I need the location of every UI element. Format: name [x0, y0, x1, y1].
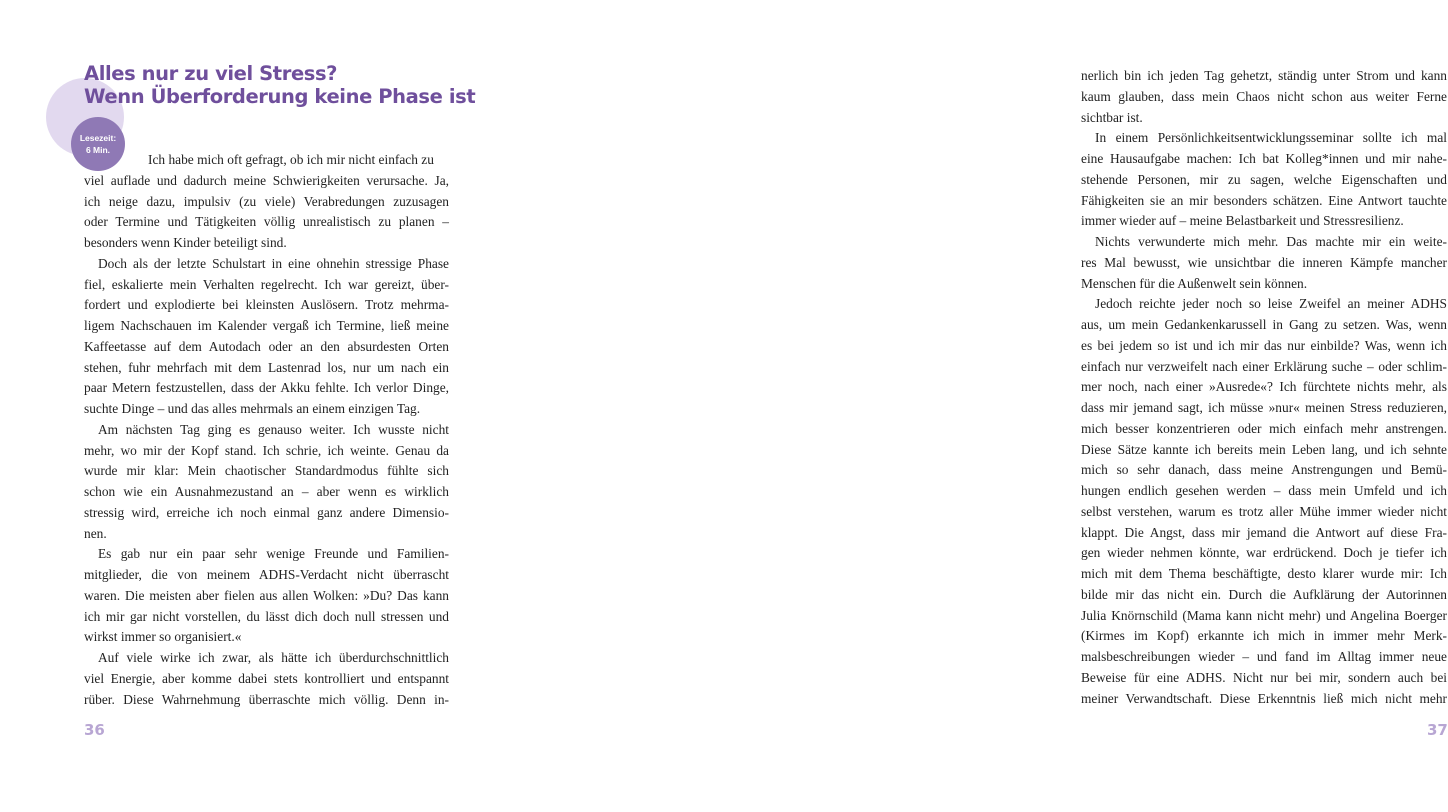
text-line: einfach nur verzweifelt nach einer Erklärung suche – oder schlim- [1081, 358, 1447, 374]
left-body-text [84, 150, 449, 710]
text-line: hungen endlich gesehen werden – dass mein Umfeld und ich [1081, 483, 1447, 498]
right-page [510, 0, 1448, 812]
text-line: dass mir jemand sagt, ich müsse »nur« meinen Stress reduzieren, [1081, 400, 1447, 415]
reading-time-value: 6 Min. [85, 145, 111, 155]
text-line: stressig wird, erreiche ich noch einmal ganz andere Dimensio- [84, 504, 449, 520]
text-line: Fähigkeiten sie an mir besonders schätzen. Eine Antwort tauchte [1081, 192, 1447, 208]
text-line: kaum glauben, dass mein Chaos nicht schon aus weiter Ferne [1081, 88, 1447, 104]
chapter-heading [84, 62, 484, 108]
text-line: stehende Personen, mir zu sagen, welche Eigenschaften und [1081, 171, 1447, 187]
text-line: In einem Persönlichkeitsentwicklungsseminar sollte ich mal [1095, 130, 1447, 146]
text-line: nerlich bin ich jeden Tag gehetzt, ständig unter Strom und kann [1081, 68, 1447, 83]
text-line: Es gab nur ein paar sehr wenige Freunde und Familien- [98, 546, 449, 562]
text-line: sichtbar ist. [1081, 109, 1143, 125]
text-line: waren. Die meisten aber fielen aus allen Wolken: »Du? Das kann [84, 587, 449, 603]
text-line: nen. [84, 525, 107, 541]
heading-line-1: Alles nur zu viel Stress? [84, 62, 338, 85]
text-line: fordert und explodierte bei kleinsten Auslösern. Trotz mehrma- [84, 297, 449, 313]
text-line: (Kirmes im Kopf) erkannte ich mich in immer mehr Merk- [1081, 628, 1447, 644]
text-line: ich mir gar nicht vorstellen, du lässt dich doch null stressen und [84, 608, 449, 624]
right-body-text [1081, 66, 1447, 709]
heading-line-2: Wenn Überforderung keine Phase ist [84, 85, 476, 108]
text-line: schon wie ein Ausnahmezustand an – aber wenn es wirklich [84, 484, 449, 499]
text-line: mich mit dem Thema beschäftigte, desto klarer wurde mir: Ich [1081, 566, 1447, 581]
text-line: malsbeschreibungen wieder – und fand im Alltag immer neue [1081, 649, 1447, 664]
text-line: viel Energie, aber komme dabei stets kontrolliert und entspannt [84, 670, 449, 686]
text-line: ligem Nachschauen im Kalender vergaß ich Termine, ließ meine [84, 318, 449, 333]
text-line: viel auflade und dadurch meine Schwierigkeiten verursache. Ja, [84, 172, 449, 188]
text-line: immer wieder auf – meine Belastbarkeit und Stressresilienz. [1081, 213, 1404, 229]
text-line: stehen, fuhr mehrfach mit dem Lastenrad los, nur um nach ein [84, 359, 449, 375]
text-line: res Mal bewusst, wie unsichtbar die inneren Kämpfe mancher [1081, 254, 1447, 270]
text-line: Beweise für eine ADHS. Nicht nur bei mir, sondern auch bei [1081, 669, 1447, 685]
text-line: wurde mir klar: Mein chaotischer Standardmodus fühlte sich [84, 463, 449, 479]
text-line: Julia Knörnschild (Mama kann nicht mehr) und Angelina Boerger [1081, 607, 1447, 623]
text-line: gen wieder nehmen könnte, war erdrückend. Doch je tiefer ich [1081, 545, 1447, 561]
text-line: mich besser konzentrieren oder mich einfach mehr anstrengen. [1081, 420, 1447, 436]
text-line: Doch als der letzte Schulstart in eine ohnehin stressige Phase [98, 255, 449, 271]
text-line: Kaffeetasse auf dem Autodach oder an den absurdesten Orten [84, 338, 449, 354]
text-line: es bei jedem so ist und ich mir das nur einbilde? Was, wenn ich [1081, 337, 1447, 353]
text-line: fiel, eskalierte mein Verhalten regelrecht. Ich war gereizt, über- [84, 276, 449, 292]
page-number-right: 37 [1427, 721, 1448, 739]
text-line: mich so sehr danach, dass meine Anstrengungen und Bemü- [1081, 462, 1447, 478]
text-line: mer noch, nach einer »Ausrede«? Ich fürchtete nichts mehr, als [1081, 379, 1447, 395]
text-line: Nichts verwunderte mich mehr. Das machte mir ein weite- [1095, 234, 1447, 249]
text-line: bilde mir das nicht ein. Durch die Aufklärung der Autorinnen [1081, 586, 1447, 602]
reading-time-label: Lesezeit: [79, 133, 117, 143]
left-page [0, 0, 510, 812]
page-number-left: 36 [84, 721, 105, 739]
text-line: meiner Verwandtschaft. Diese Erkenntnis ließ mich nicht mehr [1081, 690, 1447, 706]
text-line: eine Hausaufgabe machen: Ich bat Kolleg*innen und mir nahe- [1081, 151, 1447, 166]
text-line: klappt. Die Angst, dass mir jemand die Antwort auf diese Fra- [1081, 524, 1447, 540]
text-line: ich neige dazu, impulsiv (zu viele) Verabredungen zuzusagen [84, 193, 449, 209]
text-line: selbst verstehen, warum es trotz aller Mühe immer wieder nicht [1081, 503, 1447, 519]
text-line: Menschen für die Außenwelt sein können. [1081, 275, 1308, 291]
text-line: Ich habe mich oft gefragt, ob ich mir nicht einfach zu [148, 152, 434, 167]
text-line: oder Termine und Tätigkeiten völlig unrealistisch zu planen – [84, 214, 449, 230]
text-line: Auf viele wirke ich zwar, als hätte ich überdurchschnittlich [98, 650, 449, 665]
text-line: besonders wenn Kinder beteiligt sind. [84, 235, 287, 250]
text-line: Am nächsten Tag ging es genauso weiter. Ich wusste nicht [98, 421, 449, 437]
text-line: Diese Sätze kannte ich bereits mein Leben lang, und ich sehnte [1081, 441, 1447, 457]
text-line: mitglieder, die von meinem ADHS-Verdacht nicht überrascht [84, 567, 449, 582]
text-line: suchte Dinge – und das alles mehrmals an einem einzigen Tag. [84, 401, 421, 416]
text-line: aus, um mein Gedankenkarussell in Gang zu setzen. Was, wenn [1081, 317, 1447, 332]
text-line: wirkst immer so organisiert.« [84, 629, 242, 645]
text-line: mehr, wo mir der Kopf stand. Ich schrie, ich weinte. Genau da [84, 442, 449, 458]
text-line: Jedoch reichte jeder noch so leise Zweifel an meiner ADHS [1095, 296, 1447, 312]
text-line: rüber. Diese Wahrnehmung überraschte mich völlig. Denn in- [84, 691, 449, 707]
text-line: paar Metern festzustellen, dass der Akku fehlte. Ich verlor Dinge, [84, 380, 449, 396]
